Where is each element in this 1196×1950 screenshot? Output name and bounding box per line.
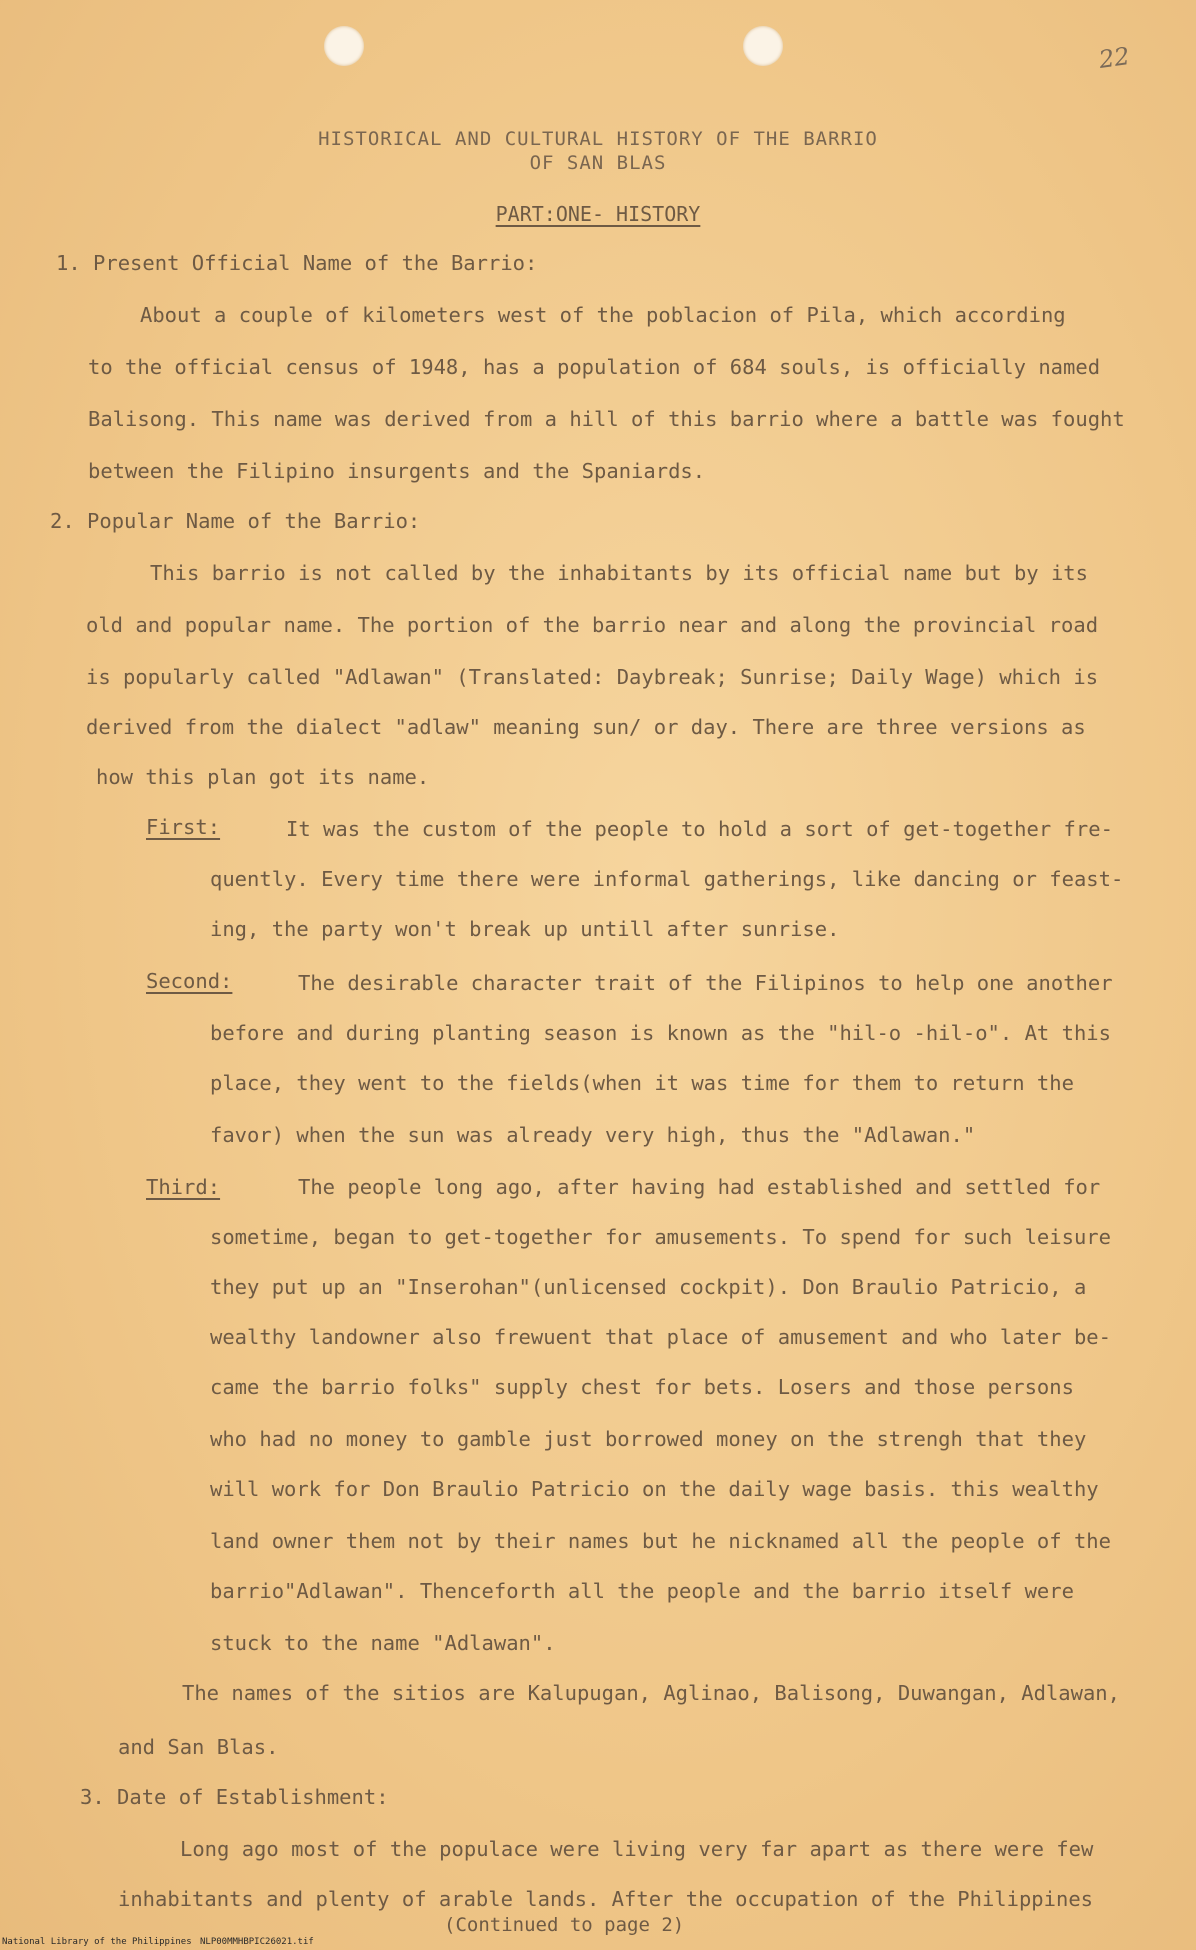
body-line: favor) when the sun was already very high, thus the "Adlawan." bbox=[210, 1123, 976, 1147]
body-line: It was the custom of the people to hold a sort of get-together fre- bbox=[286, 817, 1113, 841]
body-line: they put up an "Inserohan"(unlicensed cockpit). Don Braulio Patricio, a bbox=[210, 1275, 1087, 1299]
body-line: who had no money to gamble just borrowed money on the strengh that they bbox=[210, 1427, 1087, 1451]
body-line: and San Blas. bbox=[118, 1735, 279, 1759]
body-line: derived from the dialect "adlaw" meaning sun/ or day. There are three versions as bbox=[86, 715, 1086, 739]
body-line: wealthy landowner also frewuent that place of amusement and who later be- bbox=[210, 1325, 1111, 1349]
body-line: quently. Every time there were informal gatherings, like dancing or feast- bbox=[210, 867, 1124, 891]
file-identifier: NLP00MMHBPIC26021.tif bbox=[200, 1937, 314, 1947]
body-line: This barrio is not called by the inhabitants by its official name but by its bbox=[150, 561, 1088, 585]
version-label-second: Second: bbox=[146, 969, 233, 993]
body-line: The desirable character trait of the Filipinos to help one another bbox=[298, 971, 1113, 995]
body-line: between the Filipino insurgents and the Spaniards. bbox=[88, 459, 706, 483]
body-line: how this plan got its name. bbox=[96, 765, 430, 789]
continuation-note: (Continued to page 2) bbox=[444, 1914, 685, 1936]
section-heading-1: 1. Present Official Name of the Barrio: bbox=[56, 251, 538, 275]
document-title-line-1: HISTORICAL AND CULTURAL HISTORY OF THE BARRIO bbox=[318, 128, 878, 150]
body-line: sometime, began to get-together for amusements. To spend for such leisure bbox=[210, 1225, 1111, 1249]
library-credit: National Library of the Philippines bbox=[2, 1937, 192, 1947]
body-line: place, they went to the fields(when it was time for them to return the bbox=[210, 1071, 1074, 1095]
part-heading-text: PART:ONE- HISTORY bbox=[495, 202, 701, 226]
body-line: came the barrio folks" supply chest for bets. Losers and those persons bbox=[210, 1375, 1074, 1399]
section-heading-3: 3. Date of Establishment: bbox=[80, 1785, 389, 1809]
body-line: land owner them not by their names but he nicknamed all the people of the bbox=[210, 1529, 1111, 1553]
body-line: The people long ago, after having had established and settled for bbox=[298, 1175, 1101, 1199]
body-line: barrio"Adlawan". Thenceforth all the people and the barrio itself were bbox=[210, 1579, 1074, 1603]
body-line: before and during planting season is known as the "hil-o -hil-o". At this bbox=[210, 1021, 1111, 1045]
body-line: ing, the party won't break up untill after sunrise. bbox=[210, 917, 840, 941]
version-label-first: First: bbox=[146, 815, 221, 839]
body-line: Balisong. This name was derived from a hill of this barrio where a battle was fought bbox=[88, 407, 1125, 431]
document-title-line-2: OF SAN BLAS bbox=[529, 152, 667, 174]
handwritten-page-number: 22 bbox=[1097, 42, 1132, 74]
section-heading-2: 2. Popular Name of the Barrio: bbox=[50, 509, 421, 533]
version-label-third: Third: bbox=[146, 1175, 221, 1199]
punch-hole-left bbox=[324, 26, 364, 66]
body-line: The names of the sitios are Kalupugan, Aglinao, Balisong, Duwangan, Adlawan, bbox=[182, 1681, 1120, 1705]
body-line: Long ago most of the populace were living very far apart as there were few bbox=[180, 1837, 1094, 1861]
footer bbox=[0, 1934, 1196, 1950]
body-line: stuck to the name "Adlawan". bbox=[210, 1631, 556, 1655]
body-line: inhabitants and plenty of arable lands. After the occupation of the Philippines bbox=[118, 1887, 1094, 1911]
punch-hole-right bbox=[743, 26, 783, 66]
part-heading bbox=[0, 202, 1196, 226]
body-line: is popularly called "Adlawan" (Translated: Daybreak; Sunrise; Daily Wage) which is bbox=[86, 665, 1099, 689]
body-line: About a couple of kilometers west of the poblacion of Pila, which according bbox=[140, 303, 1066, 327]
body-line: old and popular name. The portion of the barrio near and along the provincial road bbox=[86, 613, 1099, 637]
body-line: will work for Don Braulio Patricio on the daily wage basis. this wealthy bbox=[210, 1477, 1099, 1501]
body-line: to the official census of 1948, has a population of 684 souls, is officially named bbox=[88, 355, 1101, 379]
